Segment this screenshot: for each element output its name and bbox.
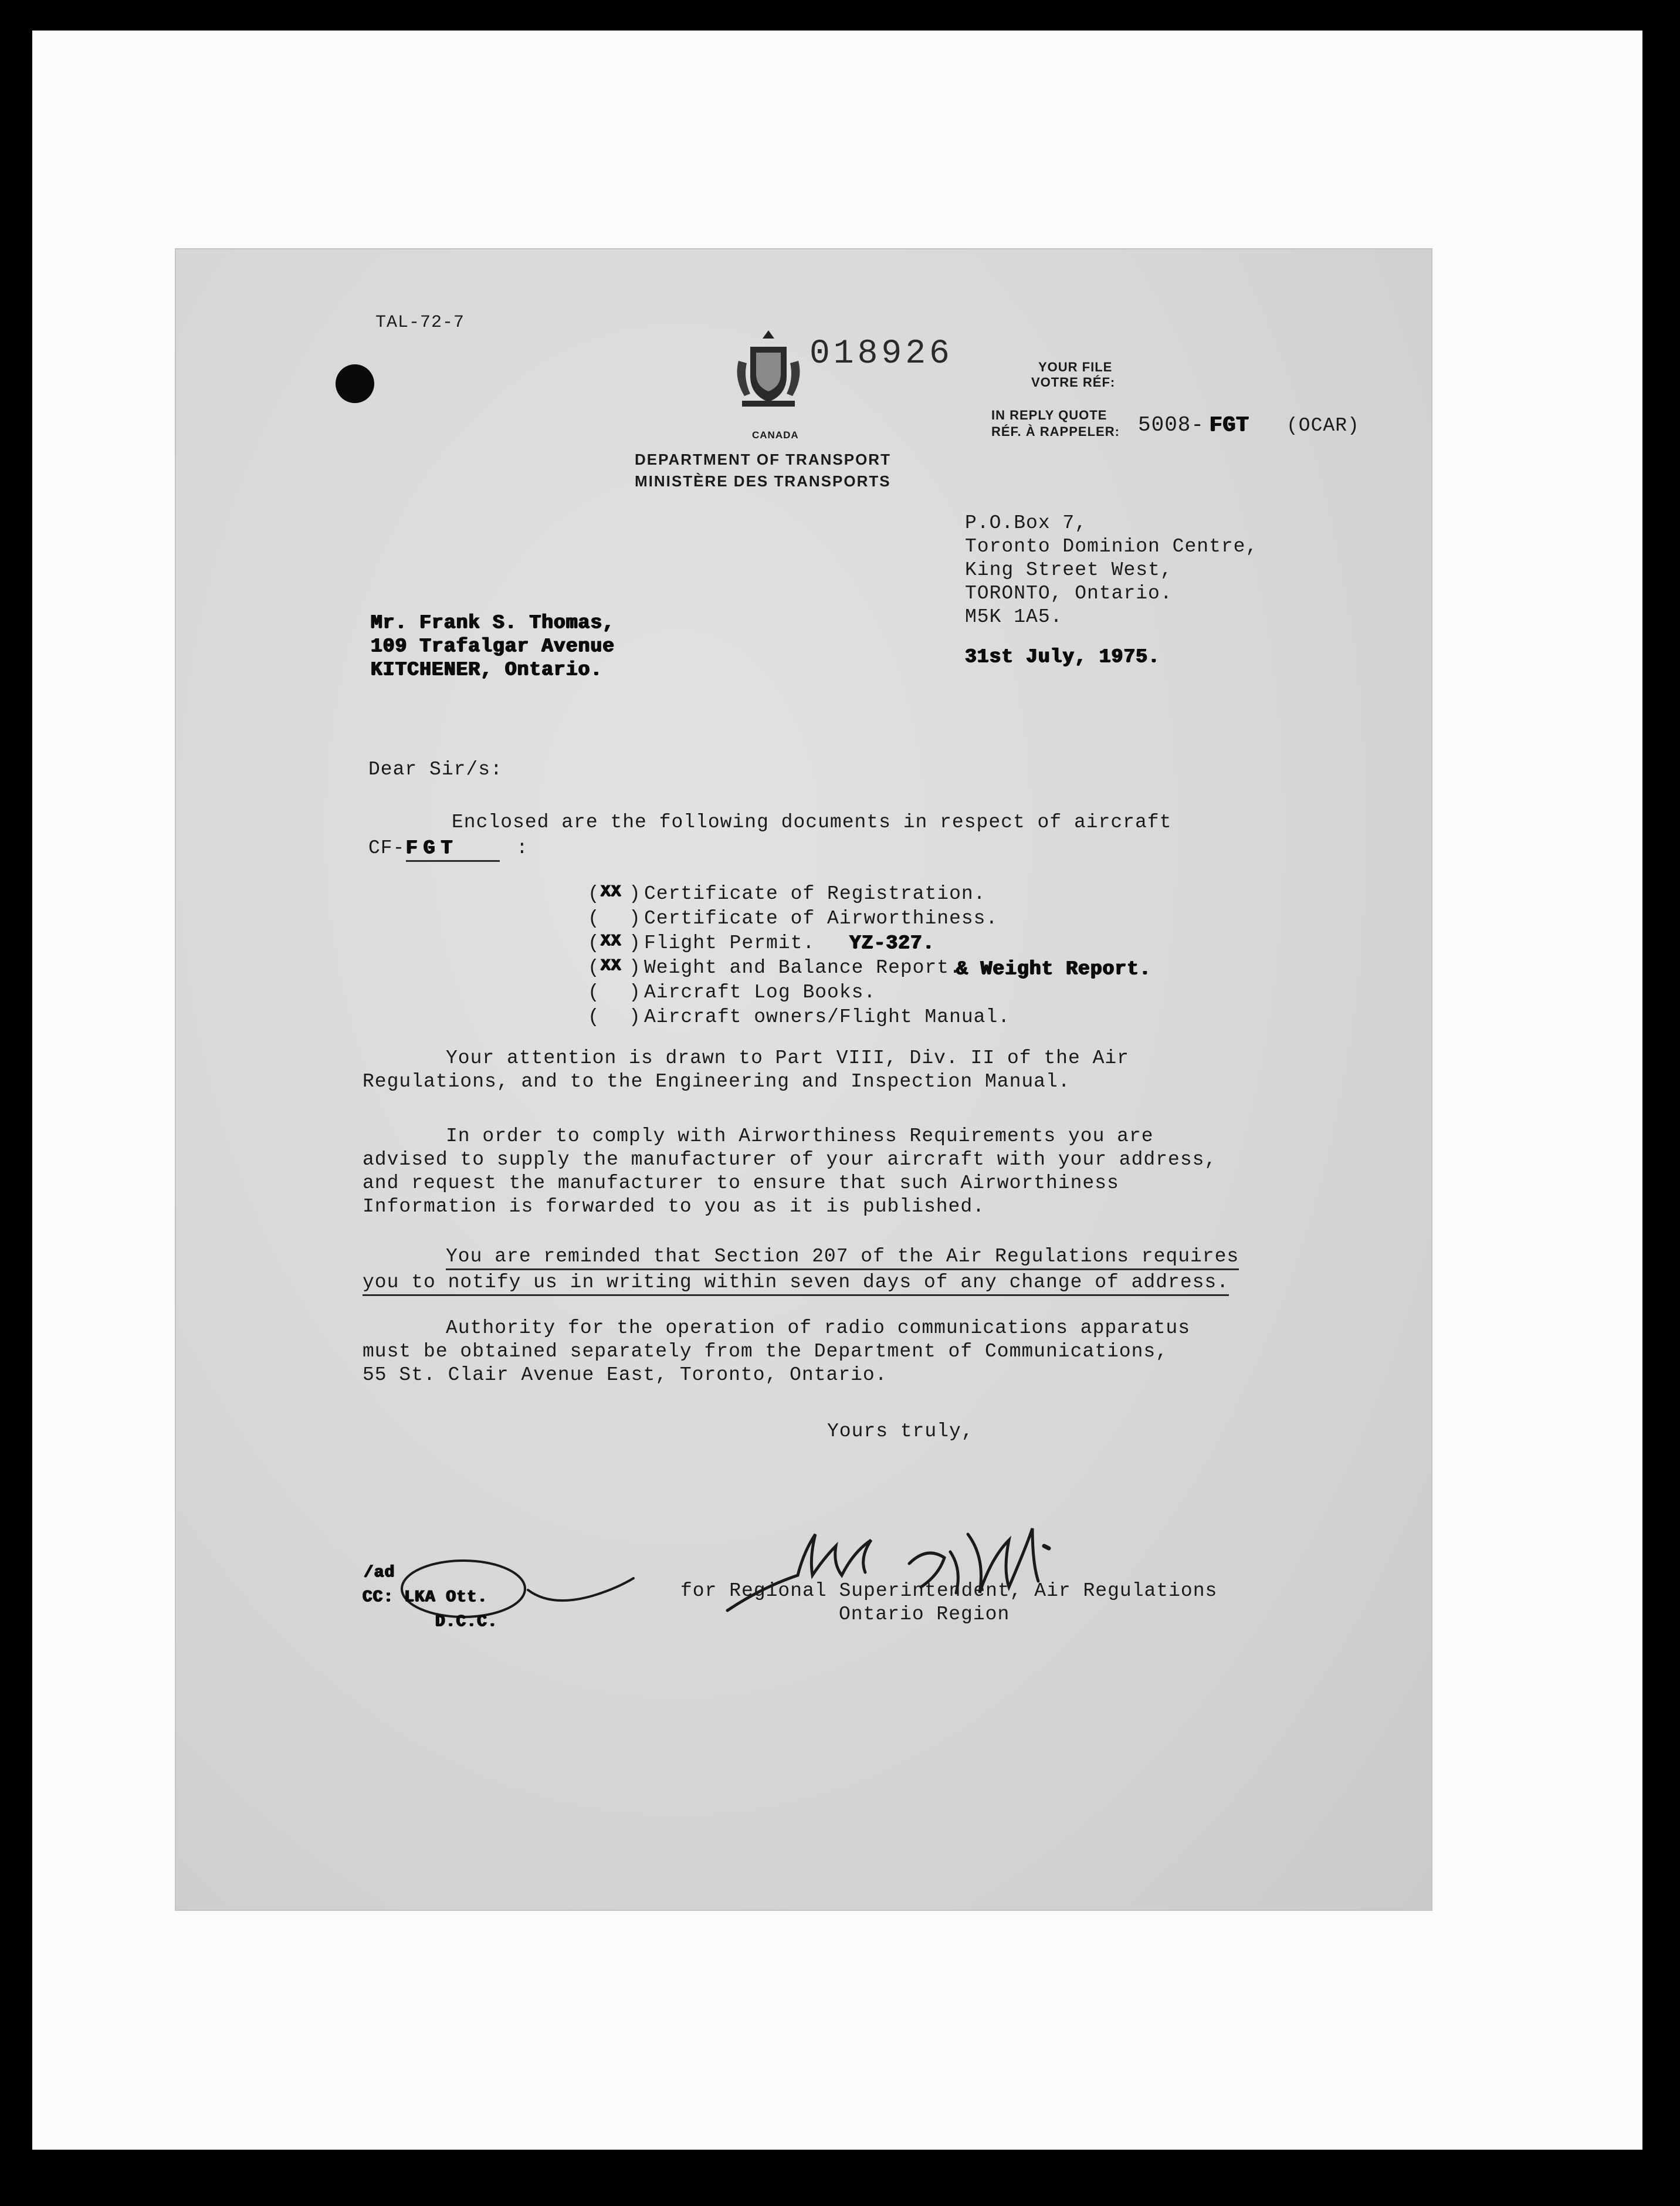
signature-block-line: Ontario Region	[839, 1603, 1010, 1625]
department-fr: MINISTÈRE DES TRANSPORTS	[635, 472, 891, 490]
salutation: Dear Sir/s:	[368, 759, 503, 780]
sender-address-line: TORONTO, Ontario.	[965, 583, 1173, 604]
reminder-line: you to notify us in writing within seven days of any change of address.	[363, 1273, 1229, 1296]
checkbox-open-paren: (	[588, 1006, 600, 1028]
typist-initials: /ad	[364, 1564, 395, 1582]
flight-permit-number: YZ-327.	[849, 932, 935, 954]
paragraph-line: 55 St. Clair Avenue East, Toronto, Ontario.	[363, 1364, 888, 1386]
document-item-label: Aircraft Log Books.	[644, 982, 876, 1003]
doc-number: 018926	[809, 335, 953, 373]
your-file-label: YOUR FILE	[1038, 360, 1113, 374]
paragraph-line: In order to comply with Airworthiness Requirements you are	[446, 1125, 1154, 1147]
paragraph-line: Your attention is drawn to Part VIII, Div. II of the Air	[446, 1047, 1129, 1069]
signature-block-line: for Regional Superintendent, Air Regulations	[680, 1580, 1218, 1602]
intro-suffix: :	[516, 837, 529, 859]
cc-line: D.C.C.	[435, 1613, 498, 1631]
checkbox-mark: XX	[601, 932, 622, 950]
checkbox-close-paren: )	[629, 908, 641, 929]
checkbox-mark: XX	[601, 883, 622, 901]
crest-caption: CANADA	[752, 429, 799, 441]
paragraph-line: advised to supply the manufacturer of your aircraft with your address,	[363, 1149, 1217, 1170]
checkbox-close-paren: )	[629, 957, 641, 979]
cc-line: CC: LKA Ott.	[363, 1588, 488, 1606]
paragraph-line: Authority for the operation of radio communications apparatus	[446, 1317, 1190, 1339]
checkbox-close-paren: )	[629, 932, 641, 954]
canada-crest-icon	[730, 326, 807, 414]
paragraph-line: Regulations, and to the Engineering and Inspection Manual.	[363, 1071, 1071, 1092]
letter-date: 31st July, 1975.	[965, 646, 1160, 668]
recipient-line: KITCHENER, Ontario.	[371, 659, 603, 681]
checkbox-open-paren: (	[588, 908, 600, 929]
checkbox-close-paren: )	[629, 883, 641, 905]
ink-blot	[336, 364, 374, 403]
checkbox-close-paren: )	[629, 1006, 641, 1028]
checkbox-open-paren: (	[588, 932, 600, 954]
reply-ref-code: FGT	[1210, 413, 1249, 437]
document-item-label: Weight and Balance Report.	[644, 957, 961, 979]
recipient-line: 109 Trafalgar Avenue	[371, 635, 615, 657]
reply-quote-label: IN REPLY QUOTE	[991, 408, 1107, 422]
department-en: DEPARTMENT OF TRANSPORT	[635, 451, 891, 468]
sender-address-line: Toronto Dominion Centre,	[965, 536, 1258, 557]
document-item-label: Certificate of Registration.	[644, 883, 986, 905]
reminder-line: You are reminded that Section 207 of the Air Regulations requires	[446, 1247, 1239, 1270]
aircraft-registration: FGT	[406, 838, 500, 862]
checkbox-open-paren: (	[588, 982, 600, 1003]
checkbox-mark: XX	[601, 957, 622, 975]
recipient-line: Mr. Frank S. Thomas,	[371, 612, 615, 634]
checkbox-open-paren: (	[588, 883, 600, 905]
paragraph-line: must be obtained separately from the Department of Communications,	[363, 1341, 1168, 1362]
weight-report-addition: & Weight Report.	[956, 958, 1151, 980]
paragraph-line: and request the manufacturer to ensure that such Airworthiness	[363, 1172, 1119, 1194]
sender-address-line: P.O.Box 7,	[965, 512, 1088, 534]
sender-address-line: King Street West,	[965, 559, 1173, 581]
closing: Yours truly,	[827, 1420, 974, 1442]
votre-ref-label: VOTRE RÉF:	[1031, 375, 1116, 390]
reply-ref-suffix: (OCAR)	[1286, 415, 1360, 437]
file-code: TAL-72-7	[375, 313, 465, 333]
ref-rappeler-label: RÉF. À RAPPELER:	[991, 424, 1120, 439]
sender-address-line: M5K 1A5.	[965, 606, 1063, 628]
letter-sheet	[176, 249, 1431, 1910]
intro-line: Enclosed are the following documents in respect of aircraft	[452, 811, 1172, 833]
document-item-label: Flight Permit.	[644, 932, 815, 954]
document-item-label: Certificate of Airworthiness.	[644, 908, 998, 929]
reply-ref-prefix: 5008-	[1138, 413, 1205, 437]
document-item-label: Aircraft owners/Flight Manual.	[644, 1006, 1011, 1028]
paragraph-line: Information is forwarded to you as it is published.	[363, 1196, 985, 1217]
intro-prefix: CF-	[368, 837, 405, 859]
checkbox-open-paren: (	[588, 957, 600, 979]
checkbox-close-paren: )	[629, 982, 641, 1003]
